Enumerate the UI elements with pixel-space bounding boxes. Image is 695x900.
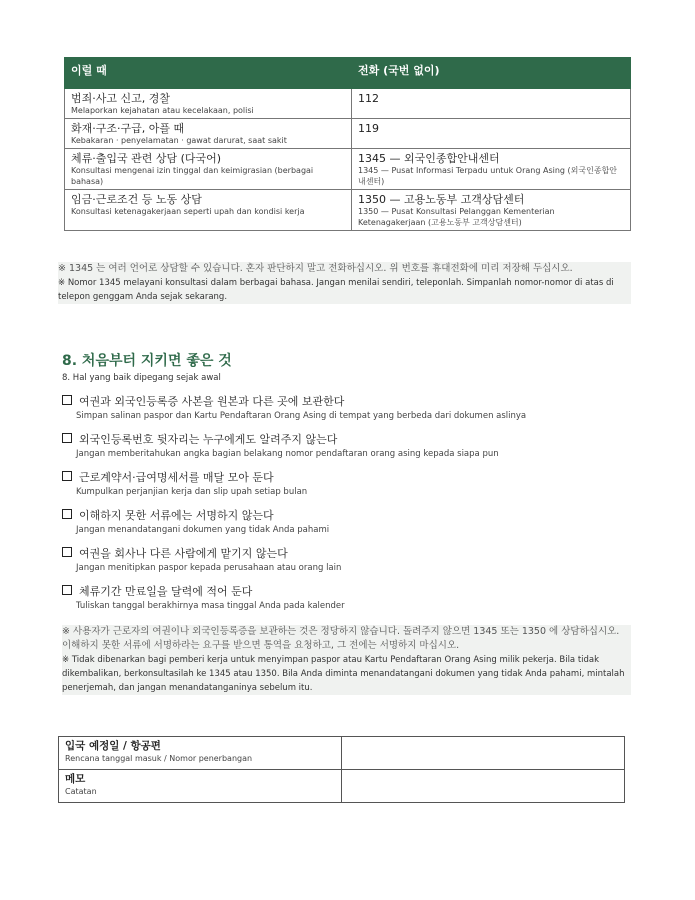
situation-ko: 체류·출입국 관련 상담 (다국어) — [71, 152, 222, 165]
notes-field[interactable] — [342, 770, 625, 803]
checklist-item-ko: 외국인등록번호 뒷자리는 누구에게도 알려주지 않는다 — [79, 433, 338, 446]
checklist-item-id: Jangan menitipkan paspor kepada perusahaan atau orang lain — [76, 563, 342, 573]
note-ko: ※ 사용자가 근로자의 여권이나 외국인등록증을 보관하는 것은 정당하지 않습니다. 돌려주지 않으면 1345 또는 1350 에 상담하십시오. 이해하지 못한 서류에 서명하라는 요구를 받으면 통역을 요청하고, 그 전에는 서명하지 마십시오. — [62, 626, 620, 651]
checklist-note — [62, 625, 631, 695]
memo-label-id: Catatan — [65, 787, 97, 796]
checklist-item-ko: 근로계약서·급여명세서를 매달 모아 둔다 — [79, 471, 274, 484]
memo-table — [58, 736, 625, 803]
checkbox-icon[interactable] — [62, 585, 72, 595]
checklist — [62, 394, 632, 622]
situation-cell — [65, 119, 352, 149]
memo-row — [59, 770, 625, 803]
phone-description: 1345 — Pusat Informasi Terpadu untuk Orang Asing (외국인종합안내센터) — [358, 166, 618, 186]
section-title: 8. 처음부터 지키면 좋은 것 — [62, 353, 232, 369]
phone-number: 119 — [358, 122, 379, 135]
note-ko: ※ 1345 는 여러 언어로 상담할 수 있습니다. 혼자 판단하지 말고 전화하십시오. 위 번호를 휴대전화에 미리 저장해 두십시오. — [58, 263, 573, 274]
checklist-item — [62, 584, 632, 622]
phone-number: 1345 — 외국인종합안내센터 — [358, 152, 500, 165]
situation-id: Konsultasi mengenai izin tinggal dan keimigrasian (berbagai bahasa) — [71, 166, 314, 186]
phone-description: 1350 — Pusat Konsultasi Pelanggan Kementerian Ketenagakerjaan (고용노동부 고객상담센터) — [358, 207, 555, 227]
checklist-item-ko: 이해하지 못한 서류에는 서명하지 않는다 — [79, 509, 274, 522]
checklist-item — [62, 546, 632, 584]
checklist-item-ko: 여권을 회사나 다른 사람에게 맡기지 않는다 — [79, 547, 288, 560]
situation-cell — [65, 190, 352, 231]
situation-id: Kebakaran · penyelamatan · gawat darurat, saat sakit — [71, 136, 287, 145]
situation-ko: 범죄·사고 신고, 경찰 — [71, 92, 170, 105]
checkbox-icon[interactable] — [62, 509, 72, 519]
checkbox-icon[interactable] — [62, 433, 72, 443]
situation-cell — [65, 149, 352, 190]
situation-cell — [65, 89, 352, 119]
checklist-item-ko: 체류기간 만료일을 달력에 적어 둔다 — [79, 585, 253, 598]
memo-label-cell — [59, 770, 342, 803]
checklist-item — [62, 394, 632, 432]
emergency-contacts-table — [64, 57, 631, 231]
table-header-row — [65, 58, 631, 89]
header-situation: 이럴 때 — [65, 58, 352, 89]
memo-label-ko: 입국 예정일 / 항공편 — [65, 740, 161, 752]
table-row — [65, 190, 631, 231]
checklist-item-id: Simpan salinan paspor dan Kartu Pendaftaran Orang Asing di tempat yang berbeda dari dokumen aslinya — [76, 411, 527, 421]
contacts-note — [58, 262, 631, 304]
phone-cell — [352, 149, 631, 190]
note-id: ※ Tidak dibenarkan bagi pemberi kerja untuk menyimpan paspor atau Kartu Pendaftaran Orang Asing milik pekerja. Bila tidak dikembalikan, berkonsultasilah ke 1345 atau 1350. Bila Anda diminta menandatangani dokumen yang tidak Anda pahami, mintalah penerjemah, dan jangan menandatanganinya sebelum itu. — [62, 655, 625, 693]
checklist-item-id: Tuliskan tanggal berakhirnya masa tinggal Anda pada kalender — [76, 601, 345, 611]
situation-id: Konsultasi ketenagakerjaan seperti upah dan kondisi kerja — [71, 207, 305, 216]
checklist-item — [62, 432, 632, 470]
situation-id: Melaporkan kejahatan atau kecelakaan, polisi — [71, 106, 254, 115]
checklist-item — [62, 470, 632, 508]
table-row — [65, 119, 631, 149]
memo-label-cell — [59, 737, 342, 770]
note-id: ※ Nomor 1345 melayani konsultasi dalam berbagai bahasa. Jangan menilai sendiri, teleponlah. Simpanlah nomor-nomor di atas di telepon genggam Anda sejak sekarang. — [58, 278, 614, 302]
checkbox-icon[interactable] — [62, 547, 72, 557]
checkbox-icon[interactable] — [62, 471, 72, 481]
memo-row — [59, 737, 625, 770]
phone-cell — [352, 119, 631, 149]
header-phone: 전화 (국번 없이) — [352, 58, 631, 89]
checkbox-icon[interactable] — [62, 395, 72, 405]
situation-ko: 화재·구조·구급, 아플 때 — [71, 122, 185, 135]
phone-number: 1350 — 고용노동부 고객상담센터 — [358, 193, 525, 206]
phone-cell — [352, 89, 631, 119]
situation-ko: 임금·근로조건 등 노동 상담 — [71, 193, 202, 206]
checklist-item — [62, 508, 632, 546]
entry-date-field[interactable] — [342, 737, 625, 770]
table-row — [65, 149, 631, 190]
checklist-item-id: Kumpulkan perjanjian kerja dan slip upah setiap bulan — [76, 487, 308, 497]
section-subtitle: 8. Hal yang baik dipegang sejak awal — [62, 373, 221, 383]
table-row — [65, 89, 631, 119]
checklist-item-id: Jangan menandatangani dokumen yang tidak Anda pahami — [76, 525, 330, 535]
memo-label-id: Rencana tanggal masuk / Nomor penerbangan — [65, 754, 253, 763]
memo-label-ko: 메모 — [65, 773, 86, 785]
phone-number: 112 — [358, 92, 379, 105]
checklist-item-ko: 여권과 외국인등록증 사본을 원본과 다른 곳에 보관한다 — [79, 395, 345, 408]
checklist-item-id: Jangan memberitahukan angka bagian belakang nomor pendaftaran orang asing kepada siapa pun — [76, 449, 499, 459]
phone-cell — [352, 190, 631, 231]
